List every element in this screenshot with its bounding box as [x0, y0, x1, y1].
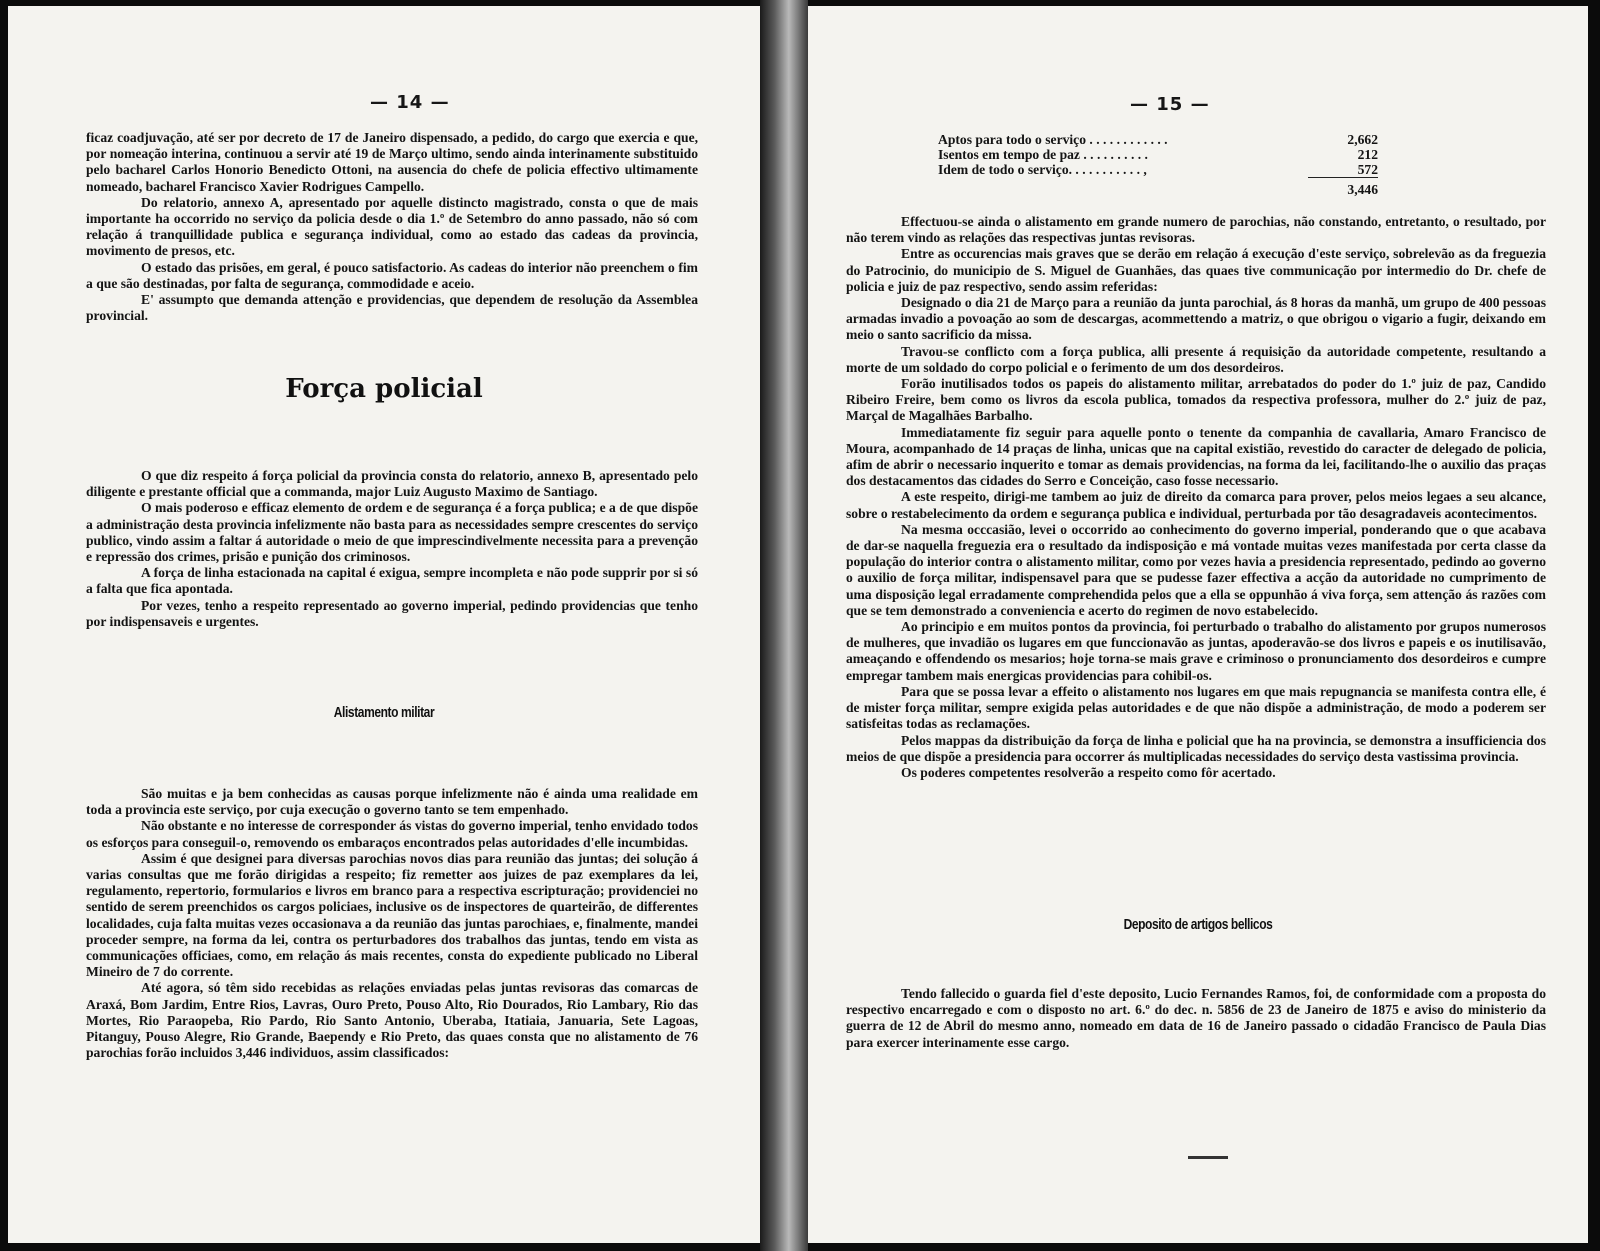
paragraph: A força de linha estacionada na capital é exigua, sempre incompleta e não pode supprir por si só a falta que fica apontada.	[86, 565, 698, 597]
paragraph: Não obstante e no interesse de corresponder ás vistas do governo imperial, tenho envidado todos os esforços para conseguil-o, removendo os embaraços encontrados pelas autoridades d'elle incumbidas.	[86, 818, 698, 850]
paragraph: O estado das prisões, em geral, é pouco satisfactorio. As cadeas do interior não preenchem o fim a que são destinadas, por falta de segurança, commodidade e aceio.	[86, 259, 698, 291]
table-cell-value: 2,662	[1347, 132, 1378, 147]
section-title-alistamento: Alistamento militar	[333, 704, 435, 721]
paragraph: A este respeito, dirigi-me tambem ao juiz de direito da comarca para prover, pelos meios legaes a seu alcance, sobre o restabelecimento da ordem e segurança publica e individual, perturbada por tão desagradaveis acontecimentos.	[846, 489, 1546, 521]
table-cell-label: Isentos em tempo de paz . . . . . . . . . .	[938, 147, 1148, 162]
table-total-value: 3,446	[1308, 178, 1378, 198]
page-number-right: — 15 —	[1130, 94, 1210, 115]
paragraph: Travou-se conflicto com a força publica, alli presente á requisição da autoridade competente, resultando a morte de um soldado do corpo policial e o ferimento de um dos desordeiros.	[846, 343, 1546, 375]
table-row	[938, 162, 1378, 178]
book-gutter	[760, 0, 808, 1251]
section-title-deposito: Deposito de artigos bellicos	[1123, 916, 1273, 933]
paragraph: Effectuou-se ainda o alistamento em grande numero de parochias, não constando, entretanto, o resultado, por não terem vindo as relações das respectivas juntas revisoras.	[846, 214, 1546, 246]
paragraph: ficaz coadjuvação, até ser por decreto de 17 de Janeiro dispensado, a pedido, do cargo que exercia e que, por nomeação interina, continuou a servir até 19 de Março ultimo, sendo ainda interinamente substituido pelo bacharel Carlos Honorio Benedicto Ottoni, na ausencia do chefe de policia effectivo ultimamente nomeado, bacharel Francisco Xavier Rodrigues Campello.	[86, 130, 698, 194]
print-mark	[1188, 1156, 1228, 1159]
paragraph: Até agora, só têm sido recebidas as relações enviadas pelas juntas revisoras das comarcas de Araxá, Bom Jardim, Entre Rios, Lavras, Ouro Preto, Pouso Alto, Rio Dourados, Rio Lambary, Rio das Mortes, Rio Paraopeba, Rio Pardo, Rio Santo Antonio, Uberaba, Itatiaia, Januaria, Sete Lagoas, Pitanguy, Pouso Alegre, Rio Grande, Baependy e Rio Preto, das quaes consta que no alistamento de 76 parochias forão incluidos 3,446 individuos, assim classificados:	[86, 980, 698, 1061]
paragraph: Pelos mappas da distribuição da força de linha e policial que ha na provincia, se demonstra a insufficiencia dos meios de que dispõe a presidencia para occorrer ás multiplicadas necessidades do serviço desta vastissima provincia.	[846, 732, 1546, 764]
paragraph: Na mesma occcasião, levei o occorrido ao conhecimento do governo imperial, ponderando que o que acabava de dar-se naquella freguezia era o resultado da indisposição e má vontade muitas vezes manifestada por certa classe da população do interior contra o alistamento militar, como por vezes havia a presidencia representado, pedindo ao governo o auxilio de força militar, indispensavel para que se pudesse fazer effectiva a acção da autoridade no cumprimento de uma disposição legal erradamente comprehendida pelos que a ella se oppunhão á viva força, sem attenção ás razões com que se tem demonstrado a conveniencia e acerto do regimen de novo estabelecido.	[846, 521, 1546, 618]
section-deposito-text	[846, 986, 1546, 1051]
paragraph: Designado o dia 21 de Março para a reunião da junta parochial, ás 8 horas da manhã, um grupo de 400 pessoas armadas invadio a povoação ao som de descargas, acommettendo a matriz, o que obrigou o vigario a fugir, deixando em meio o santo sacrificio da missa.	[846, 295, 1546, 343]
paragraph: Immediatamente fiz seguir para aquelle ponto o tenente da companhia de cavallaria, Amaro Francisco de Moura, acompanhado de 14 praças de linha, unicas que na capital existião, revestido do caracter de delegado de policia, afim de abrir o necessario inquerito e tomar as demais providencias, na forma da lei, facilitando-lhe o auxilio das praças dos destacamentos das cidades do Serro e Conceição, caso fosse necessario.	[846, 424, 1546, 489]
paragraph: E' assumpto que demanda attenção e providencias, que dependem de resolução da Assemblea provincial.	[86, 292, 698, 324]
page-number-left: — 14 —	[370, 92, 450, 113]
table-row	[938, 147, 1378, 162]
paragraph: Tendo fallecido o guarda fiel d'este deposito, Lucio Fernandes Ramos, foi, de conformidade com a proposta do respectivo encarregado e com o disposto no art. 6.º do dec. n. 5856 de 23 de Janeiro de 1875 e aviso do ministerio da guerra de 12 de Abril do mesmo anno, nomeado em data de 16 de Janeiro passado o cidadão Francisco de Paula Dias para exercer interinamente esse cargo.	[846, 986, 1546, 1050]
table-cell-label: Idem de todo o serviço. . . . . . . . . . . ,	[938, 162, 1147, 178]
section-forca-policial-text	[86, 468, 698, 630]
table-cell-value: 212	[1357, 147, 1378, 162]
paragraph: O que diz respeito á força policial da provincia consta do relatorio, annexo B, apresentado pelo diligente e prestante official que a commanda, major Luiz Augusto Maximo de Santiago.	[86, 468, 698, 500]
classification-table	[938, 132, 1378, 197]
table-row	[938, 132, 1378, 147]
paragraph: Por vezes, tenho a respeito representado ao governo imperial, pedindo providencias que tenho por indispensaveis e urgentes.	[86, 597, 698, 629]
paragraph: Do relatorio, annexo A, apresentado por aquelle distincto magistrado, consta o que de mais importante ha occorrido no serviço da policia desde o dia 1.º de Setembro do anno passado, não só com relação á tranquillidade publica e segurança individual, como ao estado das cadeas da provincia, movimento de presos, etc.	[86, 194, 698, 259]
paragraph: Os poderes competentes resolverão a respeito como fôr acertado.	[901, 764, 1276, 780]
left-page	[8, 6, 760, 1243]
paragraph: Ao principio e em muitos pontos da provincia, foi perturbado o trabalho do alistamento por grupos numerosos de mulheres, que invadião os lugares em que funccionavão as juntas, apoderavão-se dos livros e papeis e os inutilisavão, ameaçando e offendendo os mesarios; hoje torna-se mais grave e criminoso o pronunciamento dos desordeiros e cumpre empregar tambem mais energicas providencias para cohibil-os.	[846, 619, 1546, 683]
section-alistamento-text	[86, 786, 698, 1061]
left-intro-text	[86, 130, 698, 324]
right-page	[808, 6, 1588, 1243]
paragraph: Assim é que designei para diversas parochias novos dias para reunião das juntas; dei solução á varias consultas que me forão dirigidas a respeito; fiz remetter aos juizes de paz exemplares da lei, regulamento, repertorio, formularios e livros em branco para a respectiva escripturação; providenciei no sentido de serem preenchidos os cargos policiaes, inclusive os de inspectores de quarteirão, de differentes localidades, cuja falta muitas vezes occasionava a da reunião das juntas parochiaes, e, finalmente, mandei proceder sempre, na forma da lei, contra os perturbadores dos trabalhos das juntas, tendo em vista as communicações officiaes, como, em relação ás mais recentes, consta do expediente publicado no Liberal Mineiro de 7 do corrente.	[86, 850, 698, 980]
paragraph: O mais poderoso e efficaz elemento de ordem e de segurança é a força publica; e a de que dispõe a administração desta provincia infelizmente não basta para as necessidades sempre crescentes do serviço publico, vindo assim a faltar á autoridade o meio de que imprescindivelmente necessita para a prevenção e repressão dos crimes, prisão e punição dos criminosos.	[86, 500, 698, 565]
right-main-text	[846, 214, 1546, 781]
section-title-forca-policial: Força policial	[285, 374, 483, 404]
paragraph: Forão inutilisados todos os papeis do alistamento militar, arrebatados do poder do 1.º juiz de paz, Candido Ribeiro Freire, bem como os livros da escola publica, tomados da respectiva professora, mulher do 2.º juiz de paz, Marçal de Magalhães Barbalho.	[846, 376, 1546, 424]
table-cell-empty	[938, 178, 1308, 198]
paragraph: Entre as occurencias mais graves que se derão em relação á execução d'este serviço, sobrelevão as da freguezia do Patrocinio, do municipio de S. Miguel de Guanhães, das quaes tive communicação por intermedio do Dr. chefe de policia e juiz de paz respectivo, sendo assim referidas:	[846, 246, 1546, 294]
table-cell-label: Aptos para todo o serviço . . . . . . . . . . . .	[938, 132, 1168, 147]
paragraph: São muitas e ja bem conhecidas as causas porque infelizmente não é ainda uma realidade em toda a provincia este serviço, por cuja execução o governo tanto se tem empenhado.	[86, 786, 698, 818]
table-row	[938, 178, 1378, 198]
paragraph: Para que se possa levar a effeito o alistamento nos lugares em que mais repugnancia se manifesta contra elle, é de mister força militar, sempre exigida pelas autoridades e de que não dispõe a administração, de modo a poderem ser satisfeitas todas as reclamações.	[846, 683, 1546, 732]
table-cell-value: 572	[1357, 162, 1378, 177]
